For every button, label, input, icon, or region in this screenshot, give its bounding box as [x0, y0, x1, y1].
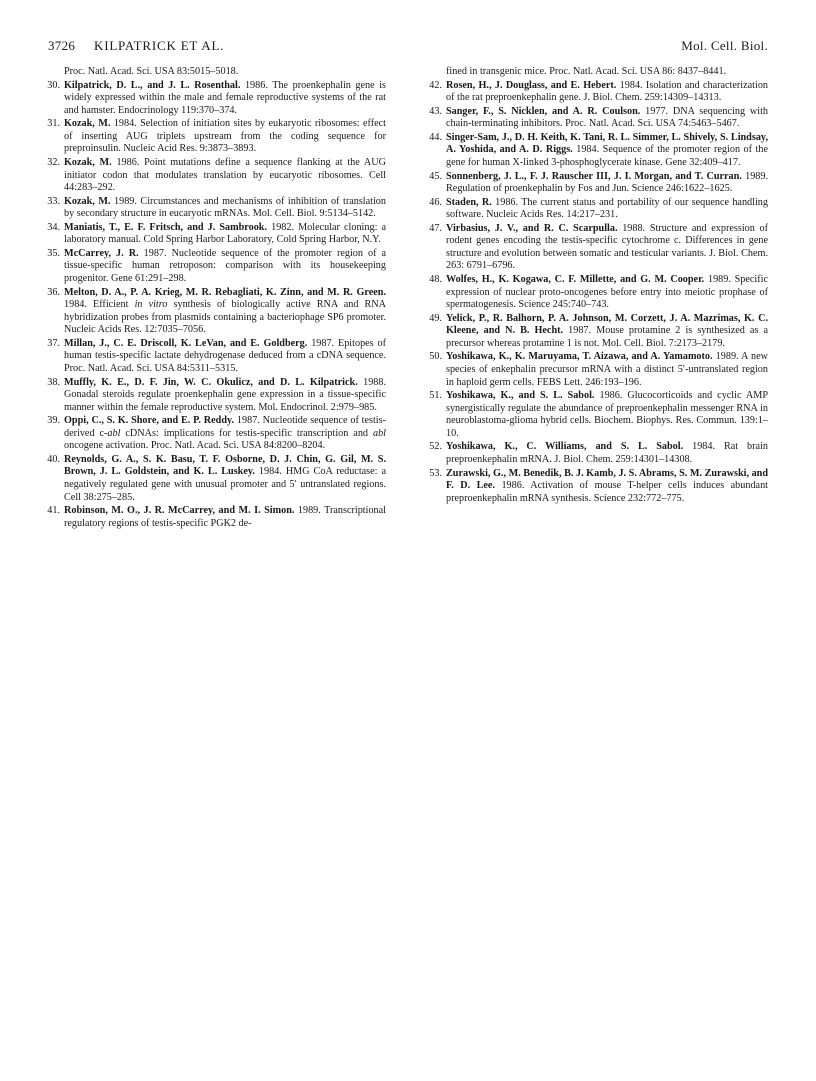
reference-52: 52. Yoshikawa, K., C. Williams, and S. L. Sabol. 1984. Rat brain preproenkephalin mRNA. J. Biol. Chem. 259:14301–14308. [429, 441, 768, 465]
reference-46: 46. Staden, R. 1986. The current status and portability of our sequence handling software. Nucleic Acids Res. 14:217–231. [429, 196, 768, 221]
journal-name: Mol. Cell. Biol. [681, 38, 768, 53]
reference-continuation: fined in transgenic mice. Proc. Natl. Acad. Sci. USA 86: 8437–8441. [446, 66, 727, 77]
reference-44: 44. Singer-Sam, J., D. H. Keith, K. Tani, R. L. Simmer, L. Shively, S. Lindsay, A. Yoshida, and A. D. Riggs. 1984. Sequence of the promoter region of the gene for human X-linked 3-phosphoglycerate kinase. Gene 32:409–417. [429, 131, 768, 168]
reference-48: 48. Wolfes, H., K. Kogawa, C. F. Millette, and G. M. Cooper. 1989. Specific expression of nuclear proto-oncogenes before entry into meiotic prophase of spermatogenesis. Science 245:740–743. [429, 274, 769, 311]
reference-49: 49. Yelick, P., R. Balhorn, P. A. Johnson, M. Corzett, J. A. Mazrimas, K. C. Kleene, and N. B. Hecht. 1987. Mouse protamine 2 is synthesized as a precursor whereas protamine 1 is not. Mol. Cell. Biol. 7:2173–2179. [429, 312, 769, 349]
reference-47: 47. Virbasius, J. V., and R. C. Scarpulla. 1988. Structure and expression of rodent genes encoding the testis-specific cytochrome c. Differences in gene structure and evolution between somatic and testicular variants. J. Biol. Chem. 263: 6791–6796. [429, 222, 769, 272]
reference-50: 50. Yoshikawa, K., K. Maruyama, T. Aizawa, and A. Yamamoto. 1989. A new species of enkephalin precursor mRNA with a distinct 5′-untranslated region in haploid germ cells. FEBS Lett. 246:193–196. [429, 351, 768, 388]
reference-40: 40. Reynolds, G. A., S. K. Basu, T. F. Osborne, D. J. Chin, G. Gil, M. S. Brown, J. L. Goldstein, and K. L. Luskey. 1984. HMG CoA reductase: a negatively regulated gene with unusual promoter and 5′ untranslated regions. Cell 38:275–285. [47, 453, 386, 503]
running-authors: KILPATRICK ET AL. [94, 38, 225, 53]
reference-34: 34. Maniatis, T., E. F. Fritsch, and J. Sambrook. 1982. Molecular cloning: a laboratory manual. Cold Spring Harbor Laboratory, Cold Spring Harbor, N.Y. [47, 221, 386, 246]
reference-31: 31. Kozak, M. 1984. Selection of initiation sites by eukaryotic ribosomes: effect of inserting AUG triplets upstream from the coding sequence for preproinsulin. Nucleic Acid Res. 9:3873–3893. [47, 118, 386, 155]
reference-39: 39. Oppi, C., S. K. Shore, and E. P. Reddy. 1987. Nucleotide sequence of testis-derived c-abl cDNAs: implications for testis-specific transcription and abl oncogene activation. Proc. Natl. Acad. Sci. USA 84:8200–8204. [47, 415, 386, 452]
reference-43: 43. Sanger, F., S. Nicklen, and A. R. Coulson. 1977. DNA sequencing with chain-terminating inhibitors. Proc. Natl. Acad. Sci. USA 74:5463–5467. [429, 105, 769, 130]
page-number: 3726 [48, 38, 76, 53]
reference-33: 33. Kozak, M. 1989. Circumstances and mechanisms of inhibition of translation by secondary structure in eucaryotic mRNAs. Mol. Cell. Biol. 9:5134–5142. [47, 195, 386, 220]
reference-36: 36. Melton, D. A., P. A. Krieg, M. R. Rebagliati, K. Zinn, and M. R. Green. 1984. Efficient in vitro synthesis of biologically active RNA and RNA hybridization probes from plasmids containing a bacteriophage SP6 promoter. Nucleic Acids Res. 12:7035–7056. [47, 286, 387, 336]
running-header [48, 38, 768, 58]
reference-38: 38. Muffly, K. E., D. F. Jin, W. C. Okulicz, and D. L. Kilpatrick. 1988. Gonadal steroids regulate proenkephalin gene expression in a tissue-specific manner within the female reproductive system. Mol. Endocrinol. 2:979–985. [47, 376, 387, 413]
reference-53: 53. Zurawski, G., M. Benedik, B. J. Kamb, J. S. Abrams, S. M. Zurawski, and F. D. Lee. 1986. Activation of mouse T-helper cells induces abundant preproenkephalin mRNA synthesis. Science 232:772–775. [429, 467, 769, 504]
reference-45: 45. Sonnenberg, J. L., F. J. Rauscher III, J. I. Morgan, and T. Curran. 1989. Regulation of proenkephalin by Fos and Jun. Science 246:1622–1625. [429, 170, 769, 195]
reference-continuation: Proc. Natl. Acad. Sci. USA 83:5015–5018. [64, 66, 239, 77]
reference-41: 41. Robinson, M. O., J. R. McCarrey, and M. I. Simon. 1989. Transcriptional regulatory regions of testis-specific PGK2 de- [47, 505, 386, 529]
references-left-column [48, 66, 386, 531]
reference-35: 35. McCarrey, J. R. 1987. Nucleotide sequence of the promoter region of a tissue-specific human retroposon: comparison with its housekeeping progenitor. Gene 61:291–298. [47, 247, 387, 285]
reference-51: 51. Yoshikawa, K., and S. L. Sabol. 1986. Glucocorticoids and cyclic AMP synergistically regulate the abundance of preproenkephalin messenger RNA in neuroblastoma-glioma hybrid cells. Biochem. Biophys. Res. Commun. 139:1–10. [429, 390, 769, 439]
reference-37: 37. Millan, J., C. E. Driscoll, K. LeVan, and E. Goldberg. 1987. Epitopes of human testis-specific lactate dehydrogenase deduced from a cDNA sequence. Proc. Natl. Acad. Sci. USA 84:5311–5315. [47, 337, 387, 374]
reference-30: 30. Kilpatrick, D. L., and J. L. Rosenthal. 1986. The proenkephalin gene is widely expressed within the male and female reproductive systems of the rat and hamster. Endocrinology 119:370–374. [47, 79, 386, 116]
references-right-column [430, 66, 768, 506]
reference-32: 32. Kozak, M. 1986. Point mutations define a sequence flanking at the AUG initiator codon that modulates translation by eucaryotic ribosomes. Cell 44:283–292. [47, 156, 387, 194]
reference-42: 42. Rosen, H., J. Douglass, and E. Hebert. 1984. Isolation and characterization of the rat preproenkephalin gene. J. Biol. Chem. 259:14309–14313. [429, 79, 769, 104]
